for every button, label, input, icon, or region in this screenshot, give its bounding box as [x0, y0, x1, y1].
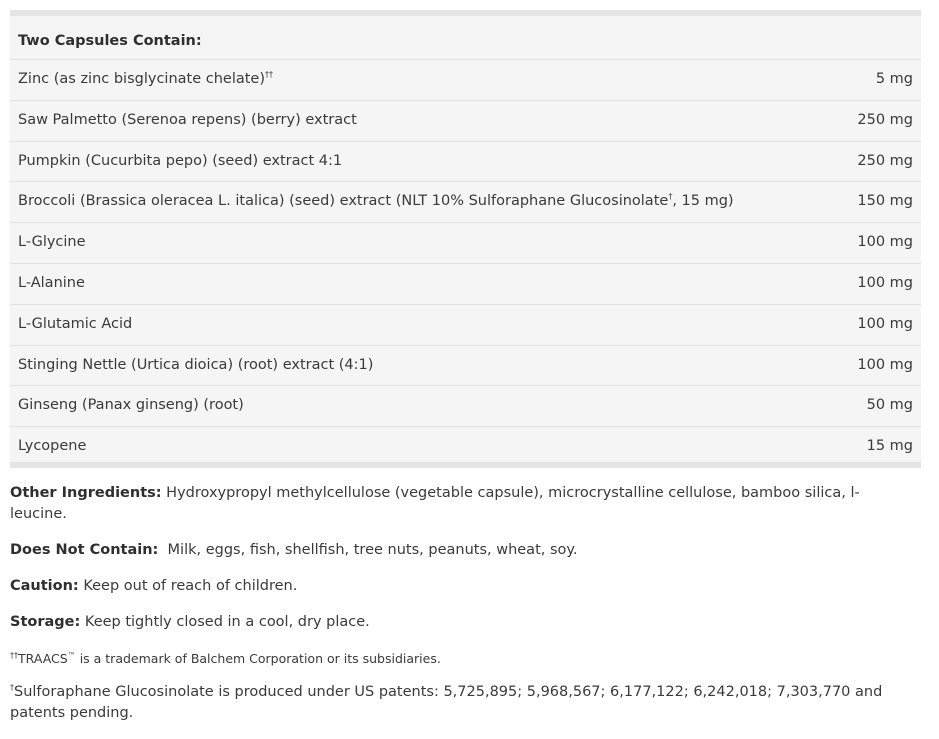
product-notes [10, 483, 915, 739]
table-row [10, 101, 921, 142]
ingredient-name: L-Glycine [18, 234, 86, 251]
ingredient-amount: 100 mg [857, 234, 913, 251]
table-row [10, 386, 921, 427]
ingredient-name: L-Alanine [18, 274, 85, 291]
does-not-contain: Does Not Contain: Milk, eggs, fish, shellfish, tree nuts, peanuts, wheat, soy. [10, 542, 578, 558]
table-row [10, 305, 921, 346]
ingredient-name: Saw Palmetto (Serenoa repens) (berry) extract [18, 111, 357, 128]
other-ingredients: Other Ingredients: Hydroxypropyl methylcellulose (vegetable capsule), microcrystalline cellulose, bamboo silica, l-leucine. [10, 485, 860, 522]
ingredient-amount: 100 mg [857, 315, 913, 332]
ingredient-amount: 15 mg [866, 438, 913, 455]
ingredient-name: Zinc (as zinc bisglycinate chelate)†† [18, 70, 274, 87]
ingredient-amount: 100 mg [857, 274, 913, 291]
trademark-footnote: ††TRAACS™ is a trademark of Balchem Corporation or its subsidiaries. [10, 650, 441, 666]
ingredient-amount: 250 mg [857, 111, 913, 128]
table-row [10, 346, 921, 387]
ingredient-name: Ginseng (Panax ginseng) (root) [18, 397, 244, 414]
ingredient-amount: 150 mg [857, 193, 913, 210]
caution-note: Caution: Keep out of reach of children. [10, 578, 298, 594]
ingredient-name: Lycopene [18, 438, 87, 455]
table-row [10, 182, 921, 223]
table-row [10, 223, 921, 264]
ingredient-amount: 5 mg [875, 71, 913, 87]
ingredient-amount: 50 mg [866, 397, 913, 414]
ingredient-name: Stinging Nettle (Urtica dioica) (root) extract (4:1) [18, 356, 374, 373]
table-header: Two Capsules Contain: [10, 16, 921, 60]
table-row [10, 427, 921, 468]
table-row [10, 264, 921, 305]
patent-footnote: †Sulforaphane Glucosinolate is produced under US patents: 5,725,895; 5,968,567; 6,177,122; 6,242,018; 7,303,770 and patents pending. [10, 683, 883, 721]
ingredient-amount: 250 mg [857, 152, 913, 169]
storage-note: Storage: Keep tightly closed in a cool, dry place. [10, 614, 370, 630]
ingredient-name: L-Glutamic Acid [18, 315, 133, 332]
table-row [10, 142, 921, 183]
ingredient-amount: 100 mg [857, 356, 913, 373]
ingredient-name: Broccoli (Brassica oleracea L. italica) (seed) extract (NLT 10% Sulforaphane Glucosinolate†, 15 mg) [18, 192, 734, 210]
table-row [10, 60, 921, 101]
ingredient-name: Pumpkin (Cucurbita pepo) (seed) extract 4:1 [18, 152, 343, 169]
supplement-facts-table [10, 10, 921, 468]
